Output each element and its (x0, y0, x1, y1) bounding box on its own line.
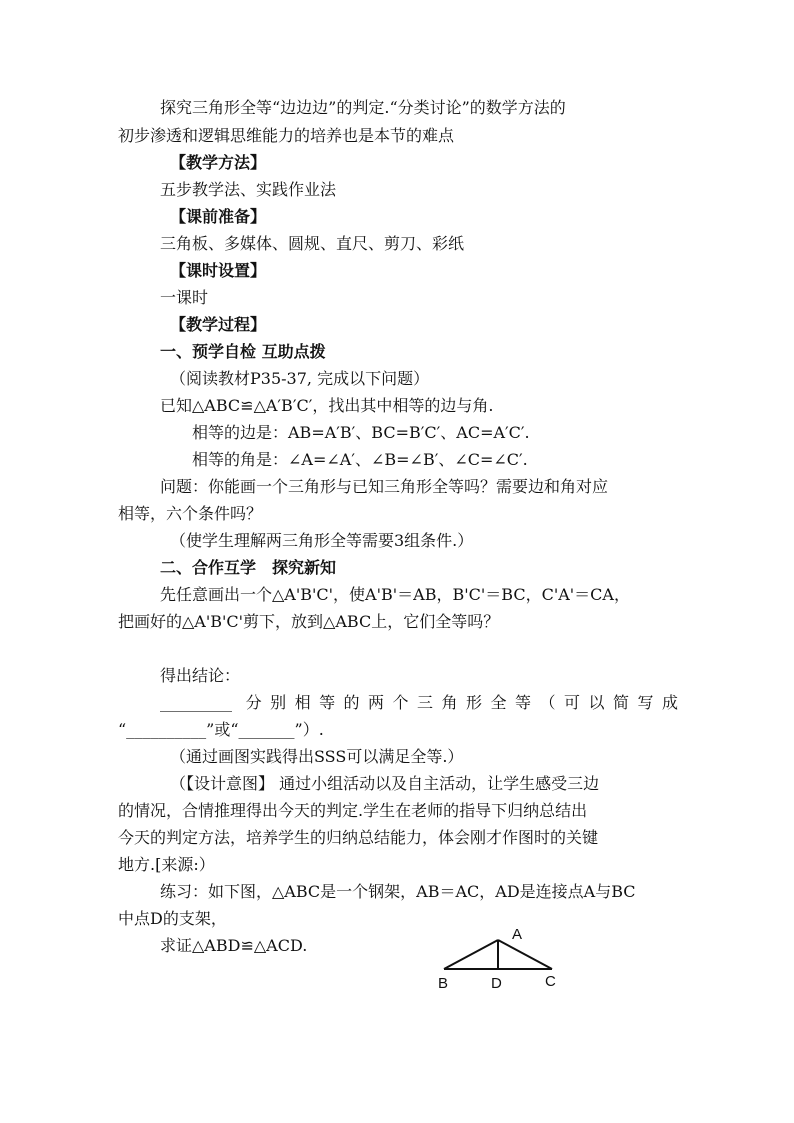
text-line: 练习：如下图，△ABC是一个钢架，AB＝AC，AD是连接点A与BC (160, 882, 636, 901)
text-line: 地方.[来源:） (118, 855, 215, 874)
text-line: （【设计意图】 通过小组活动以及自主活动，让学生感受三边 (170, 774, 600, 793)
text-line: 一课时 (160, 288, 209, 307)
label-c: C (545, 973, 556, 990)
text-line: 把画好的△A'B'C'剪下，放到△ABC上，它们全等吗？ (118, 612, 500, 631)
label-b: B (438, 975, 449, 992)
text-line: 五步教学法、实践作业法 (160, 180, 337, 199)
text-line: 今天的判定方法，培养学生的归纳总结能力，体会刚才作图时的关键 (118, 828, 599, 847)
subsection-heading: 一、预学自检 互助点拨 (160, 342, 326, 361)
text-line: （使学生理解两三角形全等需要3组条件.） (170, 531, 474, 550)
text-line: （阅读教材P35-37, 完成以下问题） (170, 369, 430, 388)
text-line: 先任意画出一个△A'B'C'，使A'B'＝AB，B'C'＝BC，C'A'＝CA， (160, 585, 630, 604)
section-heading: 【教学过程】 (170, 315, 267, 334)
text-line: 三角板、多媒体、圆规、直尺、剪刀、彩纸 (160, 234, 465, 253)
fill-in-line: _________ 分别相等的两个三角形全等（可以简写成 (160, 693, 678, 712)
text-line: 相等的边是：AB=A′B′、BC=B′C′、AC=A′C′. (192, 423, 530, 442)
text-line: 初步渗透和逻辑思维能力的培养也是本节的难点 (118, 126, 455, 145)
section-heading: 【教学方法】 (170, 153, 267, 172)
section-heading: 【课时设置】 (170, 261, 267, 280)
text-line: 相等的角是：∠A=∠A′、∠B=∠B′、∠C=∠C′. (192, 450, 528, 469)
text-line: 得出结论： (160, 666, 241, 685)
label-a: A (512, 926, 523, 943)
text-line: 问题：你能画一个三角形与已知三角形全等吗？需要边和角对应 (160, 477, 609, 496)
section-heading: 【课前准备】 (170, 207, 267, 226)
side-ab (444, 940, 498, 969)
text-line: 已知△ABC≌△A′B′C′，找出其中相等的边与角. (160, 396, 494, 415)
text-line: 的情况，合情推理得出今天的判定.学生在老师的指导下归纳总结出 (118, 801, 588, 820)
side-ac (498, 940, 552, 969)
text-line: 相等，六个条件吗？ (118, 504, 263, 523)
label-d: D (491, 975, 502, 992)
text-line: （通过画图实践得出SSS可以满足全等.） (170, 747, 464, 766)
fill-in-line: “__________”或“_______”）. (118, 720, 324, 739)
text-line: 求证△ABD≌△ACD. (160, 936, 308, 955)
text-line: 中点D的支架， (118, 909, 227, 928)
subsection-heading: 二、合作互学 探究新知 (160, 558, 337, 577)
text-line: 探究三角形全等“边边边”的判定.“分类讨论”的数学方法的 (160, 98, 566, 117)
triangle-diagram (432, 922, 572, 994)
